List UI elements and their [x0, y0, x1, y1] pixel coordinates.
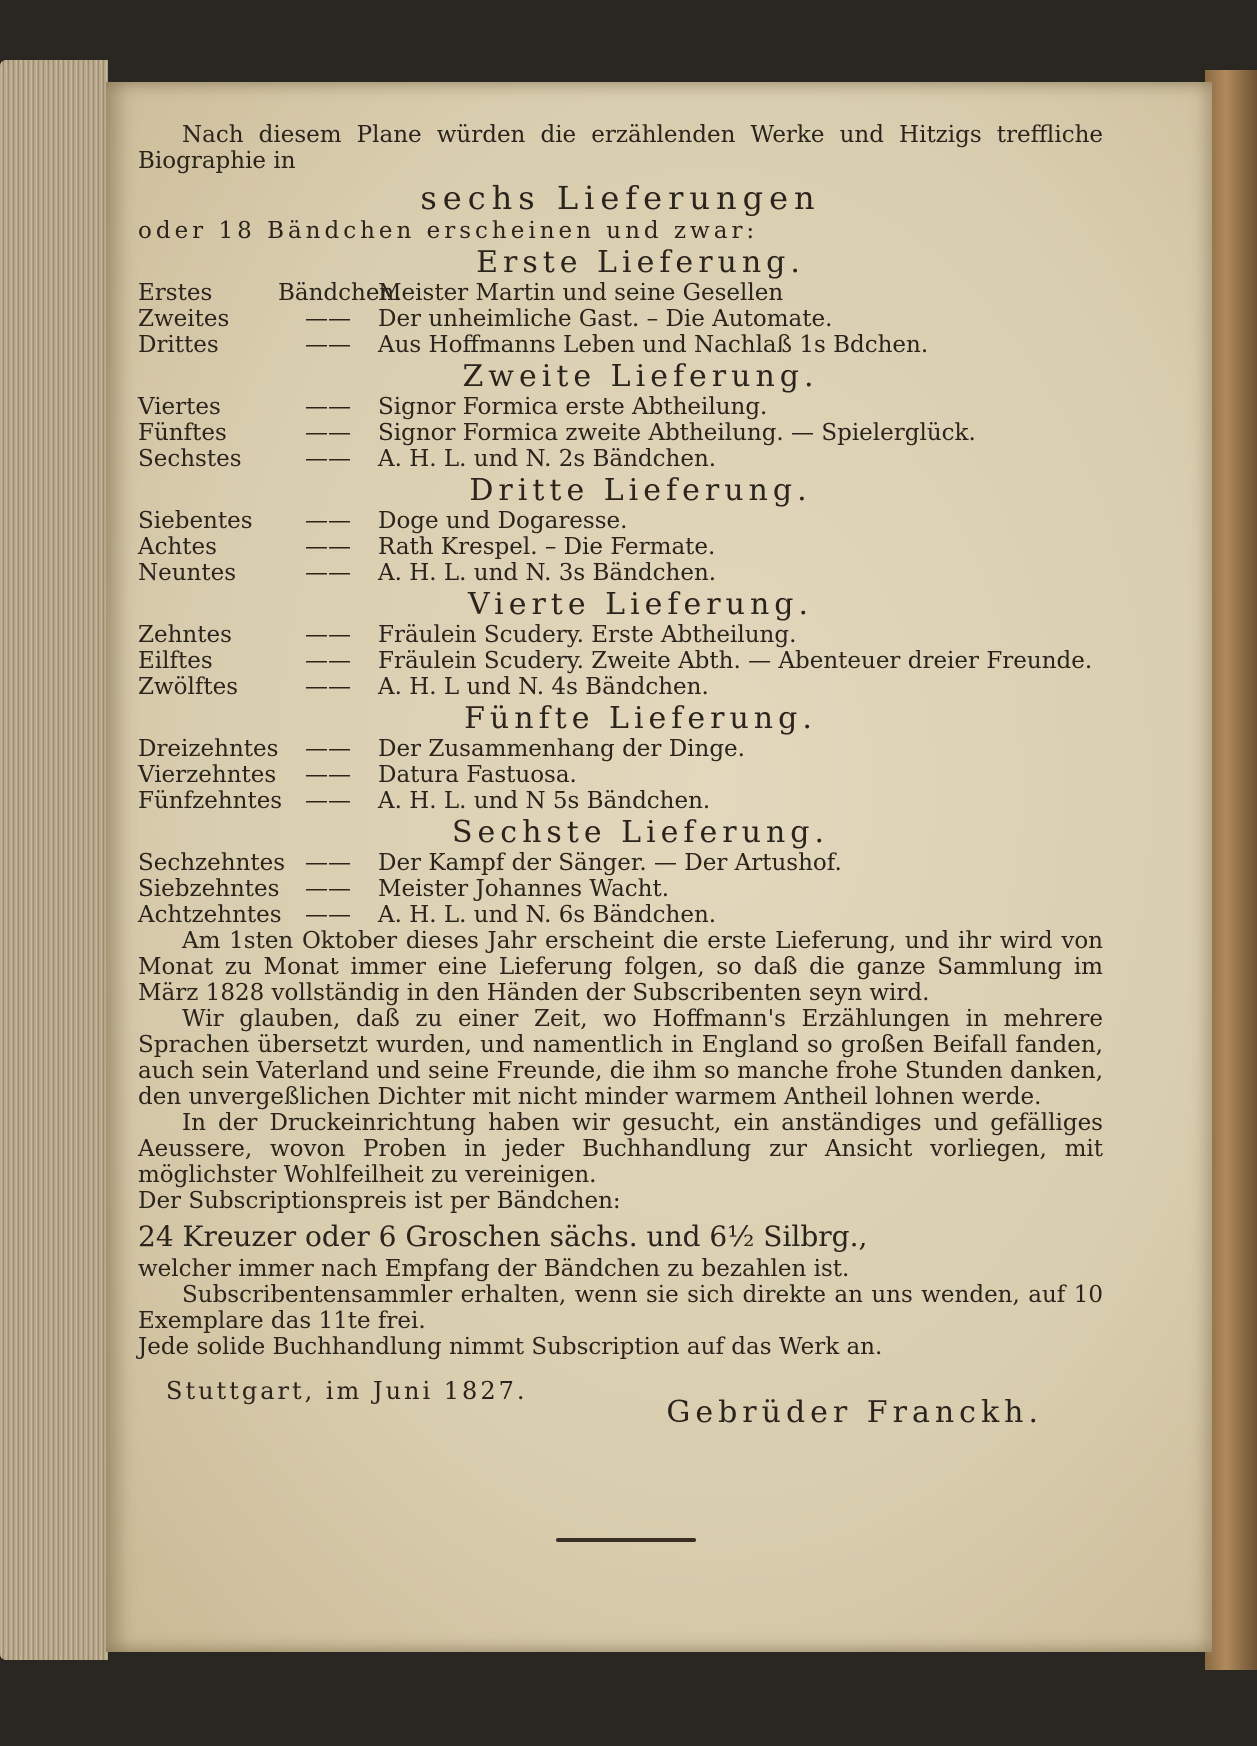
volume-dash: —— — [305, 876, 351, 902]
volume-number: Eilftes — [138, 648, 213, 674]
volume-row — [138, 902, 1103, 928]
volume-dash: —— — [305, 762, 351, 788]
appeal-paragraph: Wir glauben, daß zu einer Zeit, wo Hoffmann's Erzählungen in mehrere Sprachen übersetzt wurden, und namentlich in England so großen Beifall fanden, auch sein Vaterland und seine Freunde, die ihm so manche frohe Stunden danken, den unvergeßlichen Dichter mit nicht minder warmem Antheil lohnen werde. — [138, 1006, 1104, 1110]
volume-title: A. H. L. und N 5s Bändchen. — [378, 788, 711, 814]
volume-number: Fünftes — [138, 420, 227, 446]
volume-title: Der Zusammenhang der Dinge. — [378, 736, 745, 762]
volume-row — [138, 420, 1103, 446]
volume-number: Viertes — [138, 394, 221, 420]
lieferung-4 — [138, 588, 1103, 700]
lieferung-title: Erste Lieferung. — [476, 245, 805, 280]
volume-number: Fünfzehntes — [138, 788, 283, 814]
volume-number: Sechzehntes — [138, 850, 286, 876]
price-line: 24 Kreuzer oder 6 Groschen sächs. und 6½ Silbrg., — [138, 1220, 868, 1253]
lieferung-3 — [138, 474, 1103, 586]
volume-dash: —— — [305, 508, 351, 534]
closing-rule — [556, 1538, 696, 1542]
price-intro: Der Subscriptionspreis ist per Bändchen: — [138, 1188, 621, 1214]
volume-title: A. H. L. und N. 3s Bändchen. — [378, 560, 717, 586]
volume-dash: —— — [305, 902, 351, 928]
volume-title: Der Kampf der Sänger. — Der Artushof. — [378, 850, 842, 876]
lieferung-title: Zweite Lieferung. — [462, 359, 819, 394]
bookshop-paragraph: Jede solide Buchhandlung nimmt Subscription auf das Werk an. — [138, 1334, 883, 1360]
sub-heading: oder 18 Bändchen erscheinen und zwar: — [138, 218, 759, 244]
collector-paragraph: Subscribentensammler erhalten, wenn sie sich direkte an uns wenden, auf 10 Exemplare das 11te frei. — [138, 1282, 1103, 1334]
place-date: Stuttgart, im Juni 1827. — [166, 1377, 528, 1405]
volume-number: Neuntes — [138, 560, 237, 586]
lieferung-2 — [138, 360, 1103, 472]
volume-row — [138, 622, 1103, 648]
volume-title: Doge und Dogaresse. — [378, 508, 628, 534]
intro-text: Nach diesem Plane würden die erzählenden Werke und Hitzigs treffliche Biographie in — [138, 122, 1103, 174]
release-paragraph: Am 1sten Oktober dieses Jahr erscheint die erste Lieferung, und ihr wird von Monat zu Monat immer eine Lieferung folgen, so daß die ganze Sammlung im März 1828 vollständig in den Händen der Subscribenten seyn wird. — [138, 928, 1103, 1006]
page-stack-edge — [0, 60, 108, 1660]
volume-dash: —— — [305, 560, 351, 586]
volume-row — [138, 332, 1103, 358]
volume-row — [138, 446, 1103, 472]
volume-row — [138, 876, 1103, 902]
lieferung-1 — [138, 246, 1103, 358]
main-heading: sechs Lieferungen — [420, 179, 821, 217]
volume-number: Achtzehntes — [138, 902, 282, 928]
volume-title: A. H. L. und N. 2s Bändchen. — [378, 446, 717, 472]
volume-dash: —— — [305, 534, 351, 560]
lieferung-6 — [138, 816, 1103, 928]
book-cover-edge — [1205, 70, 1257, 1670]
volume-row — [138, 648, 1103, 674]
volume-dash: —— — [305, 446, 351, 472]
volume-dash: —— — [305, 306, 351, 332]
volume-number: Achtes — [138, 534, 217, 560]
volume-row — [138, 674, 1103, 700]
volume-title: Signor Formica erste Abtheilung. — [378, 394, 768, 420]
lieferung-title: Fünfte Lieferung. — [464, 701, 817, 736]
volume-number: Zweites — [138, 306, 230, 332]
volume-title: Fräulein Scudery. Erste Abtheilung. — [378, 622, 797, 648]
volume-title: Datura Fastuosa. — [378, 762, 577, 788]
volume-dash: —— — [305, 648, 351, 674]
volume-row — [138, 736, 1103, 762]
lieferung-title: Vierte Lieferung. — [467, 587, 814, 622]
volume-row — [138, 280, 1103, 306]
volume-number: Zehntes — [138, 622, 232, 648]
volume-dash: —— — [305, 674, 351, 700]
print-paragraph: In der Druckeinrichtung haben wir gesucht, ein anständiges und gefälliges Aeussere, wovon Proben in jeder Buchhandlung zur Ansicht vorliegen, mit möglichster Wohlfeilheit zu vereinigen. — [138, 1110, 1103, 1188]
volume-dash: Bändchen. — [278, 280, 402, 306]
volume-title: Der unheimliche Gast. – Die Automate. — [378, 306, 833, 332]
volume-title: Meister Martin und seine Gesellen — [378, 280, 784, 306]
volume-dash: —— — [305, 394, 351, 420]
signature-block — [138, 1377, 1103, 1430]
volume-title: Meister Johannes Wacht. — [378, 876, 670, 902]
volume-number: Sechstes — [138, 446, 242, 472]
volume-dash: —— — [305, 788, 351, 814]
volume-number: Siebentes — [138, 508, 253, 534]
volume-row — [138, 850, 1103, 876]
volume-dash: —— — [305, 850, 351, 876]
lieferung-title: Sechste Lieferung. — [451, 815, 830, 850]
volume-row — [138, 306, 1103, 332]
volume-row — [138, 508, 1103, 534]
volume-title: A. H. L. und N. 6s Bändchen. — [378, 902, 717, 928]
page-text — [138, 122, 1104, 1430]
volume-row — [138, 394, 1103, 420]
volume-number: Drittes — [138, 332, 219, 358]
volume-number: Vierzehntes — [138, 762, 277, 788]
volume-number: Dreizehntes — [138, 736, 279, 762]
volume-row — [138, 534, 1103, 560]
volume-title: Aus Hoffmanns Leben und Nachlaß 1s Bdchen. — [378, 332, 929, 358]
volume-row — [138, 560, 1103, 586]
volume-title: Fräulein Scudery. Zweite Abth. — Abenteuer dreier Freunde. — [378, 648, 1093, 674]
volume-number: Siebzehntes — [138, 876, 280, 902]
volume-title: Rath Krespel. – Die Fermate. — [378, 534, 716, 560]
volume-dash: —— — [305, 420, 351, 446]
volume-title: Signor Formica zweite Abtheilung. — Spielerglück. — [378, 420, 976, 446]
volume-number: Erstes — [138, 280, 213, 306]
volume-dash: —— — [305, 332, 351, 358]
volume-title: A. H. L und N. 4s Bändchen. — [378, 674, 709, 700]
volume-number: Zwölftes — [138, 674, 239, 700]
lieferung-title: Dritte Lieferung. — [469, 473, 812, 508]
volume-dash: —— — [305, 736, 351, 762]
lieferung-5 — [138, 702, 1103, 814]
volume-row — [138, 762, 1103, 788]
publisher-name: Gebrüder Franckh. — [666, 1395, 1043, 1430]
payment-paragraph: welcher immer nach Empfang der Bändchen zu bezahlen ist. — [138, 1256, 850, 1282]
volume-dash: —— — [305, 622, 351, 648]
volume-row — [138, 788, 1103, 814]
